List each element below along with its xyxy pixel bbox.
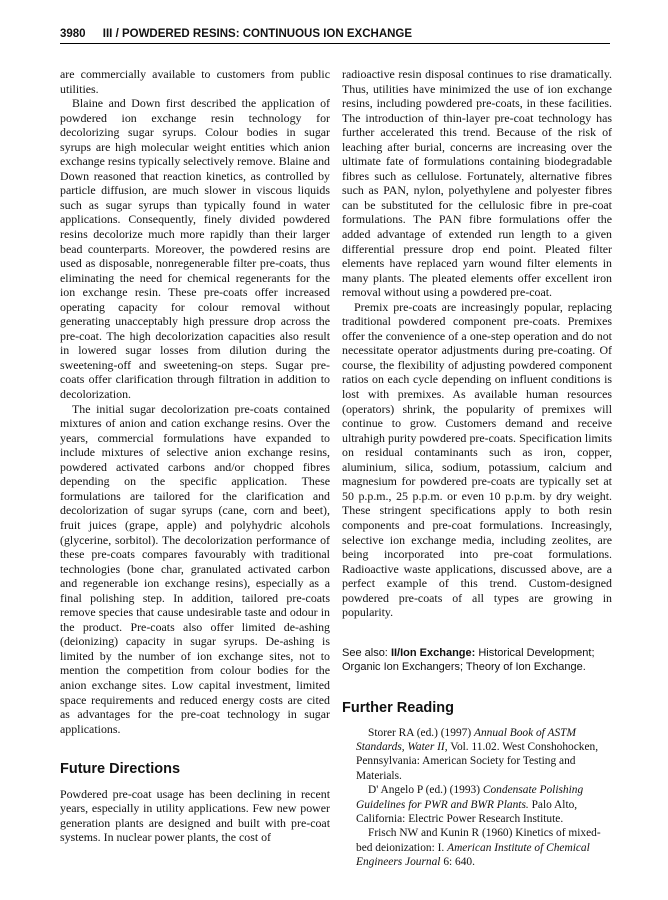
see-also bbox=[342, 646, 612, 675]
reference-title: American Institute of Chemical Engineers Journal bbox=[356, 841, 590, 869]
see-also-label: See also: bbox=[342, 646, 388, 659]
paragraph: are commercially available to customers from public utilities. bbox=[60, 67, 330, 96]
right-column bbox=[342, 67, 612, 870]
running-title: III / POWDERED RESINS: CONTINUOUS ION EXCHANGE bbox=[102, 28, 413, 40]
paragraph: Blaine and Down first described the application of powdered ion exchange resin technology for decolorizing sugar syrups. Colour bodies in sugar syrups are high molecular weight entities which anion exchange resins typically selectively remove. Blaine and Down reasoned that reaction kinetics, as controlled by particle diffusion, are much slower in viscous liquids such as sugar syrups than typically found in water applications. Consequently, finely divided powdered resins decolorize much more rapidly than their larger bead counterparts. Moreover, the powdered resins are used as disposable, nonregenerable filter pre-coats, thus eliminating the need for chemical regenerants for the ion exchange resin. These pre-coats offer increased operating capacity for colour removal without generating unacceptably high pressure drop across the pre-coat. The high decolorization capacities also result in lowered sugar losses from dilution during the sweetening-off and sweetening-on steps. Sugar pre-coats offer clarification through filtration in addition to decolorization. bbox=[60, 96, 330, 402]
page-number: 3980 bbox=[60, 28, 86, 40]
paragraph: Premix pre-coats are increasingly popular, replacing traditional powdered component pre-coats. Premixes offer the convenience of a one-step operation and do not necessitate operator adjustments during pre-coating. Of course, the flexibility of adjusting powdered component ratios on each cycle depending on influent conditions is lost with premixes. As available human resources (operators) shrink, the popularity of premixes will continue to grow. Customers demand and receive ultrahigh purity powdered pre-coats. Specification limits on residual contaminants such as iron, copper, aluminium, silica, sodium, potassium, calcium and magnesium for powdered pre-coats are typically set at 50 p.p.m., 25 p.p.m. or even 10 p.p.m. by dry weight. These stringent specifications apply to both resin components and pre-coat formulations. Increasingly, selective ion exchange media, including zeolites, are being incorporated into pre-coat formulations. Radioactive waste applications, discussed above, are a perfect example of this trend. Custom-designed powdered pre-coats of all types are growing in popularity. bbox=[342, 299, 612, 620]
header-rule bbox=[60, 43, 610, 44]
paragraph: radioactive resin disposal continues to rise dramatically. Thus, utilities have minimized the use of ion exchange resins, including powdered pre-coats, in these facilities. The introduction of thin-layer pre-coat technology has further accelerated this trend. Because of the risk of leaching after burial, concerns are increasing over the ultimate fate of formulations containing biodegradable fibres such as cellulose. Fortunately, alternative fibres such as PAN, nylon, polyethylene and polyester fibres can be substituted for the cellulosic fibre in pre-coat formulations. The PAN fibre formulations offer the added advantage of extended run length to a given differential pressure drop end point. Pleated filter elements have replaced yarn wound filter elements in many plants. The pleated elements offer excellent iron removal without using a powdered pre-coat. bbox=[342, 67, 612, 300]
paragraph: The initial sugar decolorization pre-coats contained mixtures of anion and cation exchange resins. Over the years, commercial formulations have expanded to include mixtures of selective anion exchange resins, powdered activated carbons and/or chopped fibres depending on the specific application. These formulations are tailored for the clarification and decolorization of sugar syrups (cane, corn and beet), fruit juices (grape, apple) and polyhydric alcohols (glycerine, sorbitol). The decolorization performance of these pre-coats compares favourably with traditional technologies (bone char, granulated activated carbon and regenerable ion exchange resins), especially as a final polishing step. In addition, tailored pre-coats remove species that cause undesirable taste and odour in the product. Pre-coats also offer limited de-ashing (deionizing) capacity in sugar syrups. De-ashing is limited by the number of ion exchange sites, not to mention the competition from colour bodies for the anion exchange sites. Low capital investment, limited space requirements and reduced energy costs are cited as advantages for the pre-coat technology in sugar applications. bbox=[60, 401, 330, 736]
reference-item bbox=[342, 783, 612, 826]
reference-item bbox=[342, 726, 612, 784]
section-heading-further-reading: Further Reading bbox=[342, 699, 454, 716]
see-also-topics[interactable]: Historical Development; Organic Ion Exchangers; Theory of Ion Exchange. bbox=[342, 646, 595, 674]
left-column bbox=[60, 67, 330, 845]
reference-title: Annual Book of ASTM Standards, Water II, bbox=[356, 726, 576, 753]
reference-authors: D' Angelo P (ed.) (1993) bbox=[368, 784, 483, 797]
reference-authors: Storer RA (ed.) (1997) bbox=[368, 726, 474, 739]
reference-title: Condensate Polishing Guidelines for PWR and BWR Plants. bbox=[356, 784, 584, 811]
running-header bbox=[60, 28, 610, 40]
reference-authors: Frisch NW and Kunin R (1960) Kinetics of mixed-bed deionization: I. bbox=[356, 827, 601, 854]
reference-item bbox=[342, 826, 612, 869]
section-heading-future-directions: Future Directions bbox=[60, 761, 181, 778]
paragraph: Powdered pre-coat usage has been declining in recent years, especially in utility applications. Few new power generation plants are designed and built with pre-coat systems. In nuclear power plants, the cost of bbox=[60, 786, 330, 845]
see-also-section[interactable]: II/Ion Exchange: bbox=[390, 646, 476, 659]
reference-details: Vol. 11.02. West Conshohocken, Pennsylvania: American Society for Testing and Materials. bbox=[356, 740, 599, 782]
reference-details: Palo Alto, California: Electric Power Research Institute. bbox=[356, 798, 578, 825]
reference-details: 6: 640. bbox=[440, 856, 475, 869]
